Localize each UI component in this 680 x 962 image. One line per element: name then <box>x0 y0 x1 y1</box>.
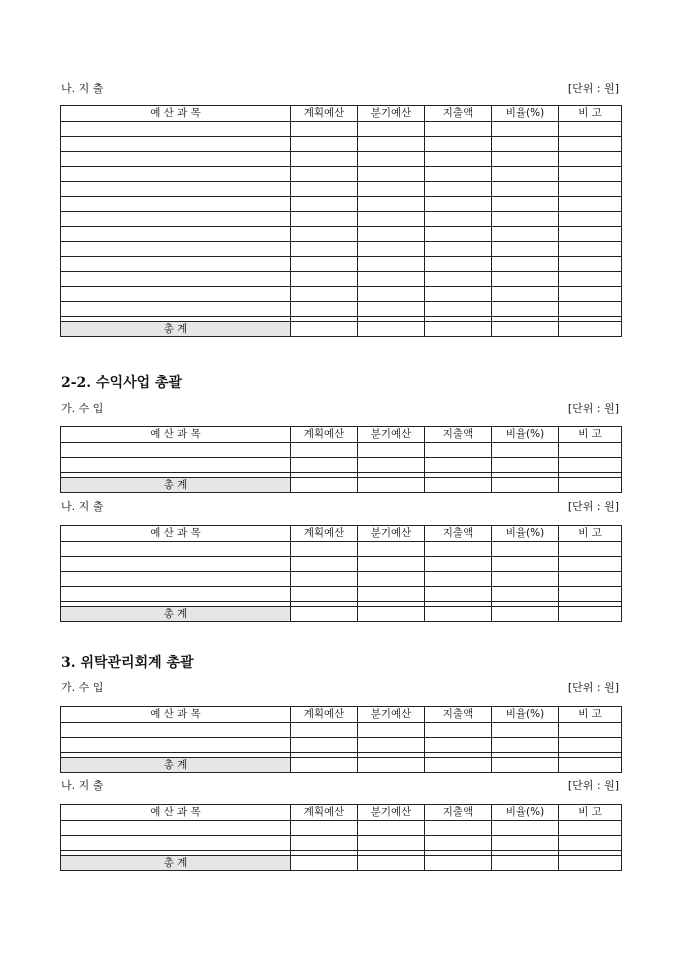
header-budget-item: 예 산 과 목 <box>61 805 291 821</box>
section2-expense-label-row <box>61 499 621 515</box>
table-row <box>61 122 622 137</box>
header-expenditure: 지출액 <box>425 805 492 821</box>
header-ratio: 비율(%) <box>492 427 559 443</box>
table-row <box>61 197 622 212</box>
total-label: 총 계 <box>61 478 291 493</box>
header-remarks: 비 고 <box>559 526 622 542</box>
header-quarter-budget: 분기예산 <box>358 805 425 821</box>
unit-label: [단위 : 원] <box>567 681 619 694</box>
table-row <box>61 152 622 167</box>
header-quarter-budget: 분기예산 <box>358 427 425 443</box>
header-quarter-budget: 분기예산 <box>358 707 425 723</box>
table-row <box>61 272 622 287</box>
header-ratio: 비율(%) <box>492 805 559 821</box>
header-expenditure: 지출액 <box>425 526 492 542</box>
unit-label: [단위 : 원] <box>567 402 619 415</box>
header-ratio: 비율(%) <box>492 106 559 122</box>
section2-income-label-row <box>61 401 621 417</box>
table-row <box>61 738 622 753</box>
table-row <box>61 542 622 557</box>
header-expenditure: 지출액 <box>425 707 492 723</box>
expense-table-2 <box>60 525 622 622</box>
income-table-3 <box>60 706 622 773</box>
header-budget-item: 예 산 과 목 <box>61 106 291 122</box>
section-label: 가. 수 입 <box>61 681 104 694</box>
header-budget-item: 예 산 과 목 <box>61 427 291 443</box>
table-row <box>61 242 622 257</box>
header-planned-budget: 계획예산 <box>291 707 358 723</box>
table-row <box>61 443 622 458</box>
header-remarks: 비 고 <box>559 427 622 443</box>
table-row <box>61 458 622 473</box>
header-remarks: 비 고 <box>559 805 622 821</box>
table-header-row <box>61 106 622 122</box>
section2-title: 2-2. 수익사업 총괄 <box>61 375 183 391</box>
unit-label: [단위 : 원] <box>567 500 619 513</box>
table-row <box>61 557 622 572</box>
section1-expense-label-row <box>61 81 621 97</box>
total-label: 총 계 <box>61 322 291 337</box>
total-row <box>61 322 622 337</box>
total-label: 총 계 <box>61 607 291 622</box>
table-row <box>61 257 622 272</box>
table-row <box>61 287 622 302</box>
total-row <box>61 607 622 622</box>
header-ratio: 비율(%) <box>492 526 559 542</box>
table-row <box>61 587 622 602</box>
unit-label: [단위 : 원] <box>567 779 619 792</box>
header-planned-budget: 계획예산 <box>291 805 358 821</box>
table-row <box>61 212 622 227</box>
section3-expense-label-row <box>61 778 621 794</box>
header-planned-budget: 계획예산 <box>291 526 358 542</box>
header-ratio: 비율(%) <box>492 707 559 723</box>
table-row <box>61 723 622 738</box>
table-row <box>61 836 622 851</box>
section-label: 나. 지 출 <box>61 500 104 513</box>
header-expenditure: 지출액 <box>425 427 492 443</box>
total-row <box>61 856 622 871</box>
expense-table-1 <box>60 105 622 337</box>
section-label: 가. 수 입 <box>61 402 104 415</box>
total-row <box>61 758 622 773</box>
total-label: 총 계 <box>61 758 291 773</box>
table-row <box>61 227 622 242</box>
header-quarter-budget: 분기예산 <box>358 106 425 122</box>
header-expenditure: 지출액 <box>425 106 492 122</box>
table-header-row <box>61 526 622 542</box>
table-row <box>61 821 622 836</box>
income-table-2 <box>60 426 622 493</box>
header-budget-item: 예 산 과 목 <box>61 526 291 542</box>
header-planned-budget: 계획예산 <box>291 106 358 122</box>
section3-income-label-row <box>61 680 621 696</box>
header-planned-budget: 계획예산 <box>291 427 358 443</box>
total-row <box>61 478 622 493</box>
header-quarter-budget: 분기예산 <box>358 526 425 542</box>
table-row <box>61 182 622 197</box>
table-row <box>61 137 622 152</box>
unit-label: [단위 : 원] <box>567 82 619 95</box>
table-row <box>61 302 622 317</box>
table-header-row <box>61 707 622 723</box>
total-label: 총 계 <box>61 856 291 871</box>
table-header-row <box>61 427 622 443</box>
expense-table-3 <box>60 804 622 871</box>
section-label: 나. 지 출 <box>61 779 104 792</box>
header-budget-item: 예 산 과 목 <box>61 707 291 723</box>
table-row <box>61 167 622 182</box>
table-row <box>61 572 622 587</box>
section3-title: 3. 위탁관리회계 총괄 <box>61 655 194 671</box>
table-header-row <box>61 805 622 821</box>
header-remarks: 비 고 <box>559 106 622 122</box>
section-label: 나. 지 출 <box>61 82 104 95</box>
header-remarks: 비 고 <box>559 707 622 723</box>
